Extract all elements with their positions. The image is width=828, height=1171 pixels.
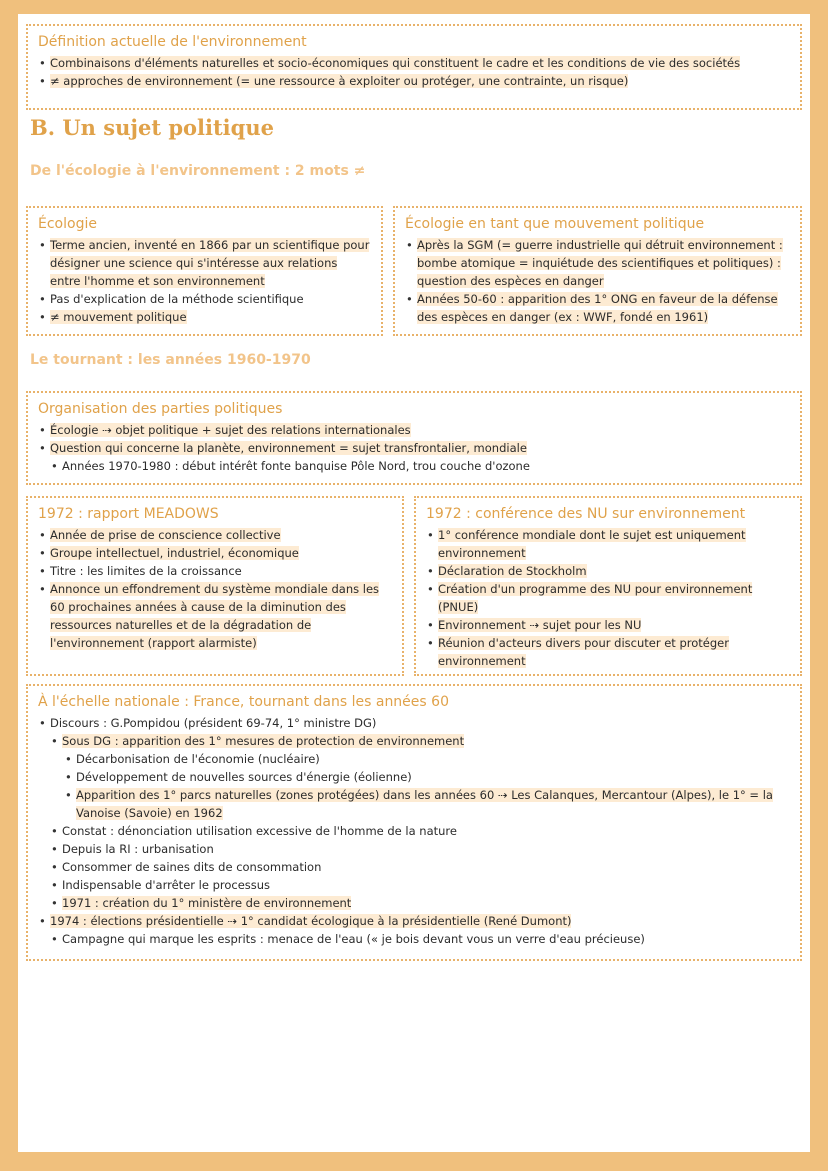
list-item: • Consommer de saines dits de consommation [50, 858, 790, 876]
list-item: • Pas d'explication de la méthode scientifique [38, 290, 371, 308]
list-item: • Décarbonisation de l'économie (nucléaire) [64, 750, 790, 768]
list-item: • Apparition des 1° parcs naturelles (zones protégées) dans les années 60 ⇢ Les Calanques, Mercantour (Alpes), le 1° = la Vanoise (Savoie) en 1962 [64, 786, 790, 822]
list-item: • Après la SGM (= guerre industrielle qui détruit environnement : bombe atomique = inquiétude des scientifiques et politiques) : question des espèces en danger [405, 236, 790, 290]
definition-box [26, 24, 802, 110]
list-item: • 1° conférence mondiale dont le sujet est uniquement environnement [426, 526, 790, 562]
list-item: • Année de prise de conscience collective [38, 526, 392, 544]
list-item: • Création d'un programme des NU pour environnement (PNUE) [426, 580, 790, 616]
conference-box [414, 496, 802, 676]
subheading-tournant: Le tournant : les années 1960-1970 [30, 352, 311, 368]
nationale-box [26, 684, 802, 961]
list-item: • Développement de nouvelles sources d'énergie (éolienne) [64, 768, 790, 786]
definition-list [38, 54, 790, 90]
list-item: • Écologie ⇢ objet politique + sujet des relations internationales [38, 421, 790, 439]
list-item: • Discours : G.Pompidou (président 69-74, 1° ministre DG) [38, 714, 790, 732]
list-item: • 1974 : élections présidentielle ⇢ 1° candidat écologique à la présidentielle (René Dumont) [38, 912, 790, 930]
list-item: • Annonce un effondrement du système mondiale dans les 60 prochaines années à cause de la diminution des ressources naturelles et de la dégradation de l'environnement (rapport alarmiste) [38, 580, 392, 652]
list-item: • Environnement ⇢ sujet pour les NU [426, 616, 790, 634]
subheading-ecologie-environnement: De l'écologie à l'environnement : 2 mots ≠ [30, 163, 366, 179]
list-item: • 1971 : création du 1° ministère de environnement [50, 894, 790, 912]
list-item: • Sous DG : apparition des 1° mesures de protection de environnement [50, 732, 790, 750]
ecologie-politique-box [393, 206, 802, 336]
list-item: • Combinaisons d'éléments naturelles et socio-économiques qui constituent le cadre et les conditions de vie des sociétés [38, 54, 790, 72]
list-item: • Indispensable d'arrêter le processus [50, 876, 790, 894]
list-item: • ≠ mouvement politique [38, 308, 371, 326]
list-item: • Réunion d'acteurs divers pour discuter et protéger environnement [426, 634, 790, 670]
nationale-title: À l'échelle nationale : France, tournant dans les années 60 [38, 694, 449, 710]
list-item: • Question qui concerne la planète, environnement = sujet transfrontalier, mondiale [38, 439, 790, 457]
list-item: • Années 50-60 : apparition des 1° ONG en faveur de la défense des espèces en danger (ex : WWF, fondé en 1961) [405, 290, 790, 326]
list-item: • Terme ancien, inventé en 1866 par un scientifique pour désigner une science qui s'intéresse aux relations entre l'homme et son environnement [38, 236, 371, 290]
meadows-box [26, 496, 404, 676]
ecologie-politique-title: Écologie en tant que mouvement politique [405, 216, 705, 232]
page [18, 14, 810, 1152]
meadows-title: 1972 : rapport MEADOWS [38, 506, 219, 522]
definition-title: Définition actuelle de l'environnement [38, 34, 307, 50]
list-item: • Déclaration de Stockholm [426, 562, 790, 580]
conference-title: 1972 : conférence des NU sur environnement [426, 506, 746, 522]
organisation-box [26, 391, 802, 485]
list-item: • Années 1970-1980 : début intérêt fonte banquise Pôle Nord, trou couche d'ozone [50, 457, 790, 475]
ecologie-title: Écologie [38, 216, 97, 232]
list-item: • ≠ approches de environnement (= une ressource à exploiter ou protéger, une contrainte, un risque) [38, 72, 790, 90]
list-item: • Constat : dénonciation utilisation excessive de l'homme de la nature [50, 822, 790, 840]
list-item: • Campagne qui marque les esprits : menace de l'eau (« je bois devant vous un verre d'eau précieuse) [50, 930, 790, 948]
ecologie-box [26, 206, 383, 336]
list-item: • Groupe intellectuel, industriel, économique [38, 544, 392, 562]
list-item: • Titre : les limites de la croissance [38, 562, 392, 580]
organisation-title: Organisation des parties politiques [38, 401, 283, 417]
section-title: B. Un sujet politique [30, 115, 274, 140]
list-item: • Depuis la RI : urbanisation [50, 840, 790, 858]
